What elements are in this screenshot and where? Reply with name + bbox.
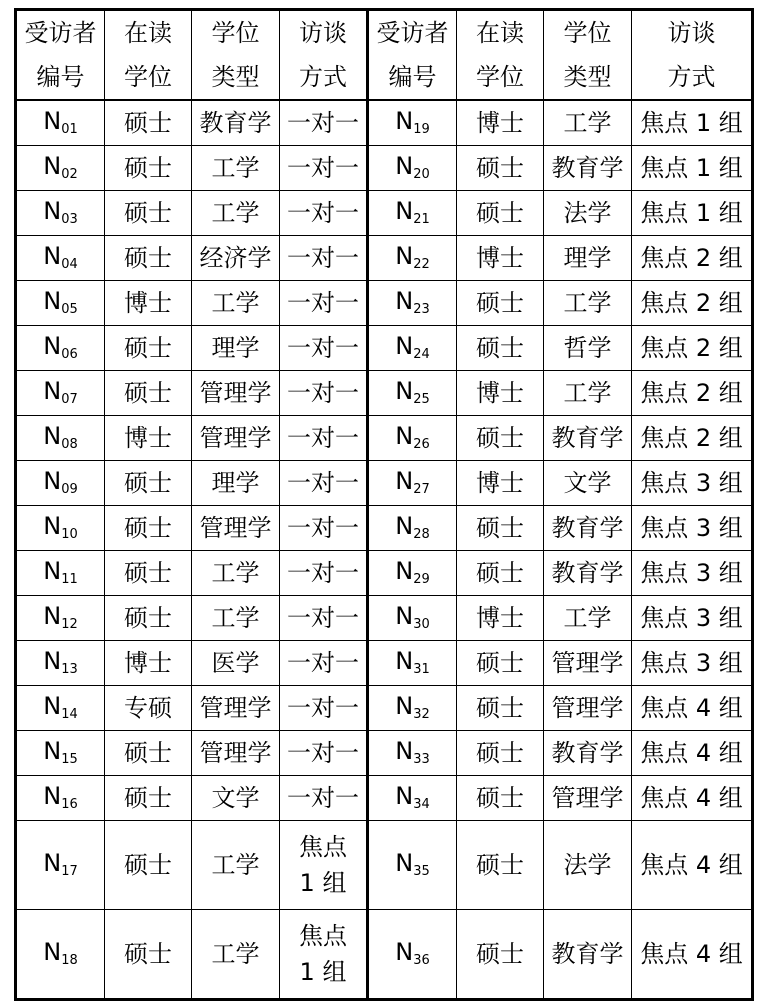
table-row xyxy=(16,100,753,146)
interview-mode-cell: 一对一 xyxy=(280,596,368,641)
code-letter: N xyxy=(395,332,414,361)
table-row xyxy=(16,506,753,551)
interviewee-code xyxy=(16,910,105,1000)
interviewee-code xyxy=(16,416,105,461)
degree-type-cell: 经济学 xyxy=(192,236,280,281)
code-number: 33 xyxy=(413,752,430,768)
degree-type-cell: 工学 xyxy=(192,281,280,326)
degree-type-cell: 哲学 xyxy=(544,326,632,371)
interview-mode-cell: 焦点 3 组 xyxy=(632,641,753,686)
interviewee-code xyxy=(16,281,105,326)
degree-cell: 硕士 xyxy=(457,641,544,686)
degree-cell: 硕士 xyxy=(105,236,192,281)
interviewee-code xyxy=(368,731,457,776)
interviewee-code xyxy=(368,910,457,1000)
header-cell: 类型 xyxy=(192,55,280,100)
code-number: 24 xyxy=(413,347,430,363)
header-cell: 学位 xyxy=(457,55,544,100)
interview-mode-cell: 焦点 2 组 xyxy=(632,371,753,416)
degree-cell: 硕士 xyxy=(105,596,192,641)
degree-type-cell: 工学 xyxy=(192,146,280,191)
interview-mode-cell: 一对一 xyxy=(280,461,368,506)
degree-type-cell: 教育学 xyxy=(544,146,632,191)
degree-cell: 硕士 xyxy=(105,731,192,776)
degree-cell: 专硕 xyxy=(105,686,192,731)
table-row xyxy=(16,461,753,506)
code-letter: N xyxy=(43,512,62,541)
degree-cell: 博士 xyxy=(457,461,544,506)
interviewee-code xyxy=(368,100,457,146)
table-row xyxy=(16,326,753,371)
degree-type-cell: 管理学 xyxy=(544,776,632,821)
code-letter: N xyxy=(395,242,414,271)
degree-cell: 硕士 xyxy=(457,731,544,776)
degree-type-cell: 理学 xyxy=(192,461,280,506)
code-number: 16 xyxy=(61,797,78,813)
degree-type-cell: 教育学 xyxy=(544,731,632,776)
degree-type-cell: 法学 xyxy=(544,191,632,236)
interviewee-code xyxy=(368,236,457,281)
code-letter: N xyxy=(395,152,414,181)
table-row xyxy=(16,731,753,776)
table-row xyxy=(16,776,753,821)
degree-cell: 硕士 xyxy=(105,100,192,146)
degree-type-cell: 工学 xyxy=(192,551,280,596)
code-number: 11 xyxy=(61,572,78,588)
code-number: 08 xyxy=(61,437,78,453)
code-number: 05 xyxy=(61,302,78,318)
interview-mode-cell: 一对一 xyxy=(280,416,368,461)
table-row xyxy=(16,641,753,686)
code-number: 22 xyxy=(413,257,430,273)
header-cell: 编号 xyxy=(16,55,105,100)
degree-type-cell: 管理学 xyxy=(192,371,280,416)
interviewee-code xyxy=(368,821,457,910)
degree-cell: 硕士 xyxy=(105,821,192,910)
interview-mode-cell: 焦点 2 组 xyxy=(632,326,753,371)
code-letter: N xyxy=(395,602,414,631)
code-letter: N xyxy=(395,692,414,721)
table-row xyxy=(16,686,753,731)
interview-mode-cell: 一对一 xyxy=(280,146,368,191)
degree-type-cell: 教育学 xyxy=(544,910,632,1000)
header-cell: 在读 xyxy=(105,10,192,56)
code-letter: N xyxy=(43,107,62,136)
code-letter: N xyxy=(43,467,62,496)
degree-cell: 博士 xyxy=(457,100,544,146)
code-number: 21 xyxy=(413,212,430,228)
interview-mode-cell: 焦点 1 组 xyxy=(632,100,753,146)
interviewee-code xyxy=(16,236,105,281)
code-number: 29 xyxy=(413,572,430,588)
header-cell: 学位 xyxy=(105,55,192,100)
degree-type-cell: 教育学 xyxy=(544,506,632,551)
interview-mode-cell: 焦点 2 组 xyxy=(632,236,753,281)
degree-cell: 硕士 xyxy=(457,191,544,236)
degree-type-cell: 管理学 xyxy=(544,686,632,731)
interviewee-code xyxy=(16,146,105,191)
interviewee-code xyxy=(16,371,105,416)
code-letter: N xyxy=(43,782,62,811)
interview-mode-cell xyxy=(280,910,368,1000)
code-letter: N xyxy=(395,287,414,316)
interviewee-code xyxy=(368,191,457,236)
code-letter: N xyxy=(43,647,62,676)
interview-mode-cell: 一对一 xyxy=(280,281,368,326)
mode-line-2: 1 组 xyxy=(299,869,347,897)
code-number: 09 xyxy=(61,482,78,498)
code-number: 13 xyxy=(61,662,78,678)
interviewee-code xyxy=(16,731,105,776)
degree-type-cell: 工学 xyxy=(544,596,632,641)
code-number: 15 xyxy=(61,752,78,768)
code-letter: N xyxy=(395,377,414,406)
table-header xyxy=(16,10,753,101)
code-letter: N xyxy=(43,602,62,631)
code-letter: N xyxy=(43,242,62,271)
interviewee-code xyxy=(16,821,105,910)
mode-line-2: 1 组 xyxy=(299,958,347,986)
code-number: 04 xyxy=(61,257,78,273)
degree-cell: 硕士 xyxy=(457,506,544,551)
degree-type-cell: 管理学 xyxy=(192,686,280,731)
degree-type-cell: 工学 xyxy=(192,910,280,1000)
code-number: 18 xyxy=(61,953,78,969)
interview-mode-cell: 一对一 xyxy=(280,191,368,236)
degree-type-cell: 法学 xyxy=(544,821,632,910)
header-cell: 访谈 xyxy=(280,10,368,56)
degree-cell: 硕士 xyxy=(457,326,544,371)
interviewee-code xyxy=(368,506,457,551)
interview-mode-cell: 一对一 xyxy=(280,686,368,731)
interview-mode-cell: 焦点 4 组 xyxy=(632,821,753,910)
degree-type-cell: 理学 xyxy=(544,236,632,281)
header-cell: 学位 xyxy=(192,10,280,56)
interview-mode-cell: 焦点 4 组 xyxy=(632,776,753,821)
degree-cell: 硕士 xyxy=(457,776,544,821)
header-cell: 方式 xyxy=(280,55,368,100)
code-number: 06 xyxy=(61,347,78,363)
header-cell: 方式 xyxy=(632,55,753,100)
interviewee-code xyxy=(368,776,457,821)
interviewee-code xyxy=(368,146,457,191)
degree-type-cell: 工学 xyxy=(544,371,632,416)
interview-mode-cell: 焦点 4 组 xyxy=(632,910,753,1000)
code-letter: N xyxy=(43,197,62,226)
interviewee-code xyxy=(16,776,105,821)
interviewee-code xyxy=(368,641,457,686)
degree-type-cell: 工学 xyxy=(192,191,280,236)
degree-type-cell: 管理学 xyxy=(192,506,280,551)
degree-cell: 硕士 xyxy=(105,191,192,236)
interviewee-table xyxy=(14,8,754,1001)
table-row xyxy=(16,191,753,236)
degree-cell: 博士 xyxy=(105,281,192,326)
code-number: 10 xyxy=(61,527,78,543)
interviewee-code xyxy=(368,596,457,641)
header-cell: 受访者 xyxy=(16,10,105,56)
header-cell: 访谈 xyxy=(632,10,753,56)
interview-mode-cell: 一对一 xyxy=(280,551,368,596)
degree-type-cell: 管理学 xyxy=(192,416,280,461)
degree-type-cell: 工学 xyxy=(192,596,280,641)
interviewee-code xyxy=(16,641,105,686)
interviewee-code xyxy=(16,326,105,371)
interview-mode-cell: 焦点 4 组 xyxy=(632,731,753,776)
code-letter: N xyxy=(395,647,414,676)
code-letter: N xyxy=(43,422,62,451)
degree-cell: 硕士 xyxy=(105,776,192,821)
code-number: 02 xyxy=(61,167,78,183)
code-letter: N xyxy=(395,938,414,967)
degree-cell: 硕士 xyxy=(105,506,192,551)
degree-cell: 硕士 xyxy=(457,910,544,1000)
code-letter: N xyxy=(43,737,62,766)
code-letter: N xyxy=(395,849,414,878)
degree-cell: 硕士 xyxy=(105,551,192,596)
interview-mode-cell: 焦点 3 组 xyxy=(632,506,753,551)
code-number: 07 xyxy=(61,392,78,408)
degree-type-cell: 管理学 xyxy=(192,731,280,776)
code-letter: N xyxy=(43,938,62,967)
interview-mode-cell: 焦点 3 组 xyxy=(632,461,753,506)
header-row-1 xyxy=(16,10,753,56)
interview-mode-cell: 焦点 1 组 xyxy=(632,146,753,191)
degree-type-cell: 工学 xyxy=(192,821,280,910)
degree-cell: 硕士 xyxy=(457,146,544,191)
degree-cell: 硕士 xyxy=(457,686,544,731)
code-letter: N xyxy=(43,849,62,878)
interviewee-code xyxy=(368,686,457,731)
degree-type-cell: 文学 xyxy=(192,776,280,821)
interviewee-code xyxy=(16,506,105,551)
code-letter: N xyxy=(395,512,414,541)
code-letter: N xyxy=(43,332,62,361)
code-number: 03 xyxy=(61,212,78,228)
degree-cell: 博士 xyxy=(457,596,544,641)
interview-mode-cell: 焦点 4 组 xyxy=(632,686,753,731)
interview-mode-cell: 焦点 3 组 xyxy=(632,596,753,641)
interviewee-code xyxy=(368,281,457,326)
table-row xyxy=(16,371,753,416)
interviewee-code xyxy=(16,551,105,596)
code-number: 01 xyxy=(61,122,78,138)
code-number: 30 xyxy=(413,617,430,633)
degree-cell: 硕士 xyxy=(105,146,192,191)
code-number: 14 xyxy=(61,707,78,723)
degree-cell: 硕士 xyxy=(457,821,544,910)
interview-mode-cell: 一对一 xyxy=(280,326,368,371)
interview-mode-cell xyxy=(280,821,368,910)
degree-cell: 硕士 xyxy=(105,326,192,371)
table-row xyxy=(16,146,753,191)
interviewee-code xyxy=(368,326,457,371)
interview-mode-cell: 焦点 2 组 xyxy=(632,281,753,326)
interviewee-code xyxy=(368,416,457,461)
table-row xyxy=(16,236,753,281)
header-cell: 类型 xyxy=(544,55,632,100)
header-cell: 在读 xyxy=(457,10,544,56)
degree-type-cell: 文学 xyxy=(544,461,632,506)
code-letter: N xyxy=(43,287,62,316)
degree-type-cell: 教育学 xyxy=(544,416,632,461)
code-letter: N xyxy=(395,422,414,451)
interview-mode-cell: 焦点 1 组 xyxy=(632,191,753,236)
code-letter: N xyxy=(43,692,62,721)
degree-type-cell: 管理学 xyxy=(544,641,632,686)
interviewee-code xyxy=(368,551,457,596)
code-letter: N xyxy=(395,467,414,496)
code-number: 35 xyxy=(413,864,430,880)
table-row xyxy=(16,551,753,596)
interview-mode-cell: 一对一 xyxy=(280,731,368,776)
degree-type-cell: 工学 xyxy=(544,281,632,326)
mode-line-1: 焦点 xyxy=(299,832,347,861)
interviewee-code xyxy=(16,461,105,506)
degree-cell: 硕士 xyxy=(105,371,192,416)
degree-cell: 博士 xyxy=(457,236,544,281)
interview-mode-cell: 一对一 xyxy=(280,506,368,551)
header-cell: 编号 xyxy=(368,55,457,100)
header-row-2 xyxy=(16,55,753,100)
code-number: 25 xyxy=(413,392,430,408)
table-row xyxy=(16,416,753,461)
code-letter: N xyxy=(395,197,414,226)
code-letter: N xyxy=(395,107,414,136)
degree-type-cell: 教育学 xyxy=(544,551,632,596)
degree-cell: 硕士 xyxy=(105,461,192,506)
header-cell: 受访者 xyxy=(368,10,457,56)
code-letter: N xyxy=(43,152,62,181)
interviewee-code xyxy=(16,686,105,731)
code-number: 17 xyxy=(61,864,78,880)
code-letter: N xyxy=(395,782,414,811)
code-number: 23 xyxy=(413,302,430,318)
interviewee-code xyxy=(368,371,457,416)
degree-cell: 博士 xyxy=(105,416,192,461)
code-letter: N xyxy=(395,737,414,766)
interviewee-code xyxy=(16,100,105,146)
table-row xyxy=(16,910,753,1000)
code-letter: N xyxy=(43,377,62,406)
mode-line-1: 焦点 xyxy=(299,921,347,950)
code-number: 27 xyxy=(413,482,430,498)
degree-type-cell: 教育学 xyxy=(192,100,280,146)
degree-cell: 硕士 xyxy=(457,281,544,326)
interview-mode-cell: 一对一 xyxy=(280,236,368,281)
code-letter: N xyxy=(43,557,62,586)
table-body xyxy=(16,100,753,1000)
table-row xyxy=(16,596,753,641)
interviewee-code xyxy=(16,596,105,641)
table-row xyxy=(16,281,753,326)
degree-cell: 博士 xyxy=(457,371,544,416)
degree-cell: 硕士 xyxy=(457,551,544,596)
code-number: 32 xyxy=(413,707,430,723)
degree-cell: 硕士 xyxy=(105,910,192,1000)
code-number: 36 xyxy=(413,953,430,969)
interview-mode-cell: 一对一 xyxy=(280,776,368,821)
degree-type-cell: 工学 xyxy=(544,100,632,146)
interviewee-code xyxy=(16,191,105,236)
code-number: 28 xyxy=(413,527,430,543)
code-number: 12 xyxy=(61,617,78,633)
interview-mode-cell: 一对一 xyxy=(280,100,368,146)
degree-type-cell: 理学 xyxy=(192,326,280,371)
interview-mode-cell: 一对一 xyxy=(280,371,368,416)
interviewee-code xyxy=(368,461,457,506)
interview-mode-cell: 焦点 2 组 xyxy=(632,416,753,461)
interview-mode-cell: 一对一 xyxy=(280,641,368,686)
degree-cell: 硕士 xyxy=(457,416,544,461)
code-number: 26 xyxy=(413,437,430,453)
code-number: 19 xyxy=(413,122,430,138)
code-letter: N xyxy=(395,557,414,586)
header-cell: 学位 xyxy=(544,10,632,56)
degree-cell: 博士 xyxy=(105,641,192,686)
code-number: 20 xyxy=(413,167,430,183)
code-number: 31 xyxy=(413,662,430,678)
interview-mode-cell: 焦点 3 组 xyxy=(632,551,753,596)
table-row xyxy=(16,821,753,910)
degree-type-cell: 医学 xyxy=(192,641,280,686)
code-number: 34 xyxy=(413,797,430,813)
